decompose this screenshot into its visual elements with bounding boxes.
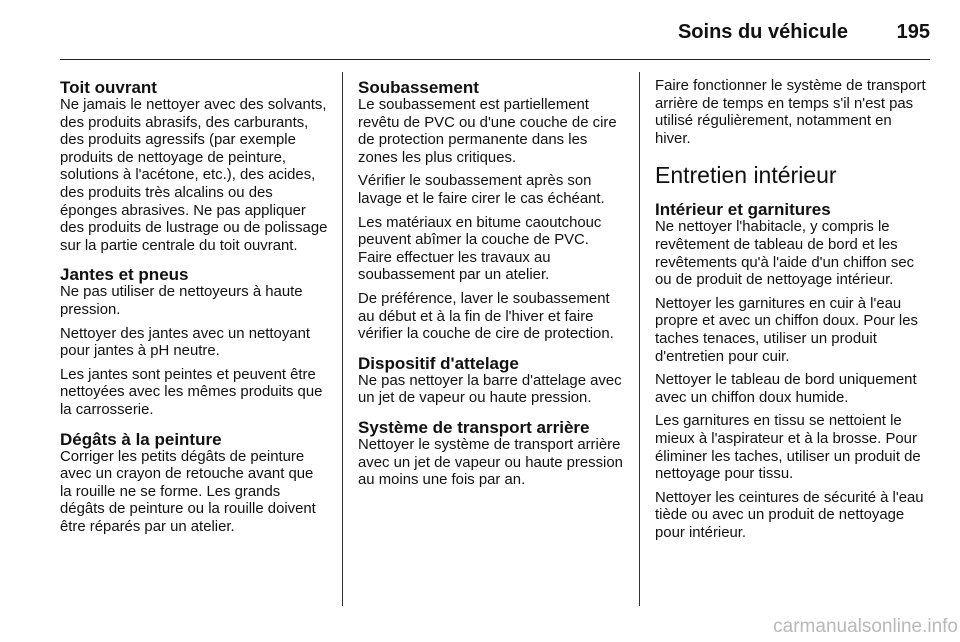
paragraph: Nettoyer les ceintures de sécurité à l'eau tiède ou avec un produit de nettoyage pour intérieur. — [655, 489, 924, 541]
paragraph: Ne pas utiliser de nettoyeurs à haute pression. — [60, 284, 303, 318]
main-heading: Entretien intérieur — [655, 162, 837, 189]
paragraph: Nettoyer les garnitures en cuir à l'eau propre et avec un chiffon doux. Pour les taches tenaces, utiliser un produit d'entretien pour cuir. — [655, 295, 918, 365]
section-degats-peinture — [60, 430, 328, 537]
column-3 — [655, 78, 930, 552]
section-heading: Dispositif d'attelage — [358, 353, 519, 373]
paragraph: Nettoyer le système de transport arrière avec un jet de vapeur ou haute pression au moins une fois par an. — [358, 436, 623, 489]
paragraph: Vérifier le soubassement après son lavage et le faire cirer le cas échéant. — [358, 173, 605, 207]
page-number: 195 — [896, 21, 930, 43]
paragraph: Ne pas nettoyer la barre d'attelage avec un jet de vapeur ou haute pression. — [358, 372, 622, 407]
paragraph: Nettoyer des jantes avec un nettoyant pour jantes à pH neutre. — [60, 325, 310, 360]
section-toit-ouvrant — [60, 78, 328, 255]
section-transport-arriere — [358, 418, 626, 490]
column-1 — [60, 78, 328, 546]
intro-paragraph: Faire fonctionner le système de transport arrière de temps en temps s'il n'est pas utilisé régulièrement, notamment en hiver. — [655, 78, 926, 147]
paragraph: Nettoyer le tableau de bord uniquement avec un chiffon doux humide. — [655, 372, 917, 406]
section-heading: Intérieur et garnitures — [655, 200, 831, 220]
paragraph: Les jantes sont peintes et peuvent être nettoyées avec les mêmes produits que la carrosserie. — [60, 366, 323, 418]
page-title: Soins du véhicule — [677, 21, 848, 43]
section-interieur-garnitures — [655, 200, 930, 542]
paragraph: Le soubassement est partiellement revêtu de PVC ou d'une couche de cire de protection permanente dans les zones les plus critiques. — [358, 97, 617, 166]
column-divider-1 — [342, 72, 343, 606]
section-heading: Dégâts à la peinture — [60, 429, 222, 449]
paragraph: Ne jamais le nettoyer avec des solvants, des produits abrasifs, des carburants, des produits agressifs (par exemple produits de nettoyage de peinture, solutions à l'acétone, etc.), des acides, des produits très alcalins ou des éponges abrasives. Ne pas appliquer des produits de lustrage ou de polissage sur la partie centrale du toit ouvrant. — [60, 97, 328, 254]
section-dispositif-attelage — [358, 354, 626, 408]
column-divider-2 — [639, 72, 640, 606]
header-divider — [60, 59, 930, 60]
section-heading: Jantes et pneus — [60, 265, 189, 285]
paragraph: De préférence, laver le soubassement au début et à la fin de l'hiver et faire vérifier la couche de cire de protection. — [358, 290, 614, 343]
section-heading: Soubassement — [358, 78, 479, 97]
paragraph: Ne nettoyer l'habitacle, y compris le revêtement de tableau de bord et les revêtements qu'à l'aide d'un chiffon sec ou de produit de nettoyage intérieur. — [655, 219, 915, 289]
column-2 — [358, 78, 626, 500]
section-heading: Toit ouvrant — [60, 78, 157, 97]
paragraph: Les garnitures en tissu se nettoient le mieux à l'aspirateur et à la brosse. Pour éliminer les taches, utiliser un produit de nettoyage pour tissu. — [655, 413, 921, 483]
section-soubassement — [358, 78, 626, 344]
paragraph: Les matériaux en bitume caoutchouc peuvent abîmer la couche de PVC. Faire effectuer les travaux au soubassement par un atelier. — [358, 214, 602, 284]
section-jantes-pneus — [60, 265, 328, 419]
watermark: carmanualsonline.info — [773, 616, 958, 637]
section-heading: Système de transport arrière — [358, 417, 590, 437]
paragraph: Corriger les petits dégâts de peinture avec un crayon de retouche avant que la rouille ne se forme. Les grands dégâts de peinture ou la rouille doivent être réparés par un atelier. — [60, 448, 316, 535]
